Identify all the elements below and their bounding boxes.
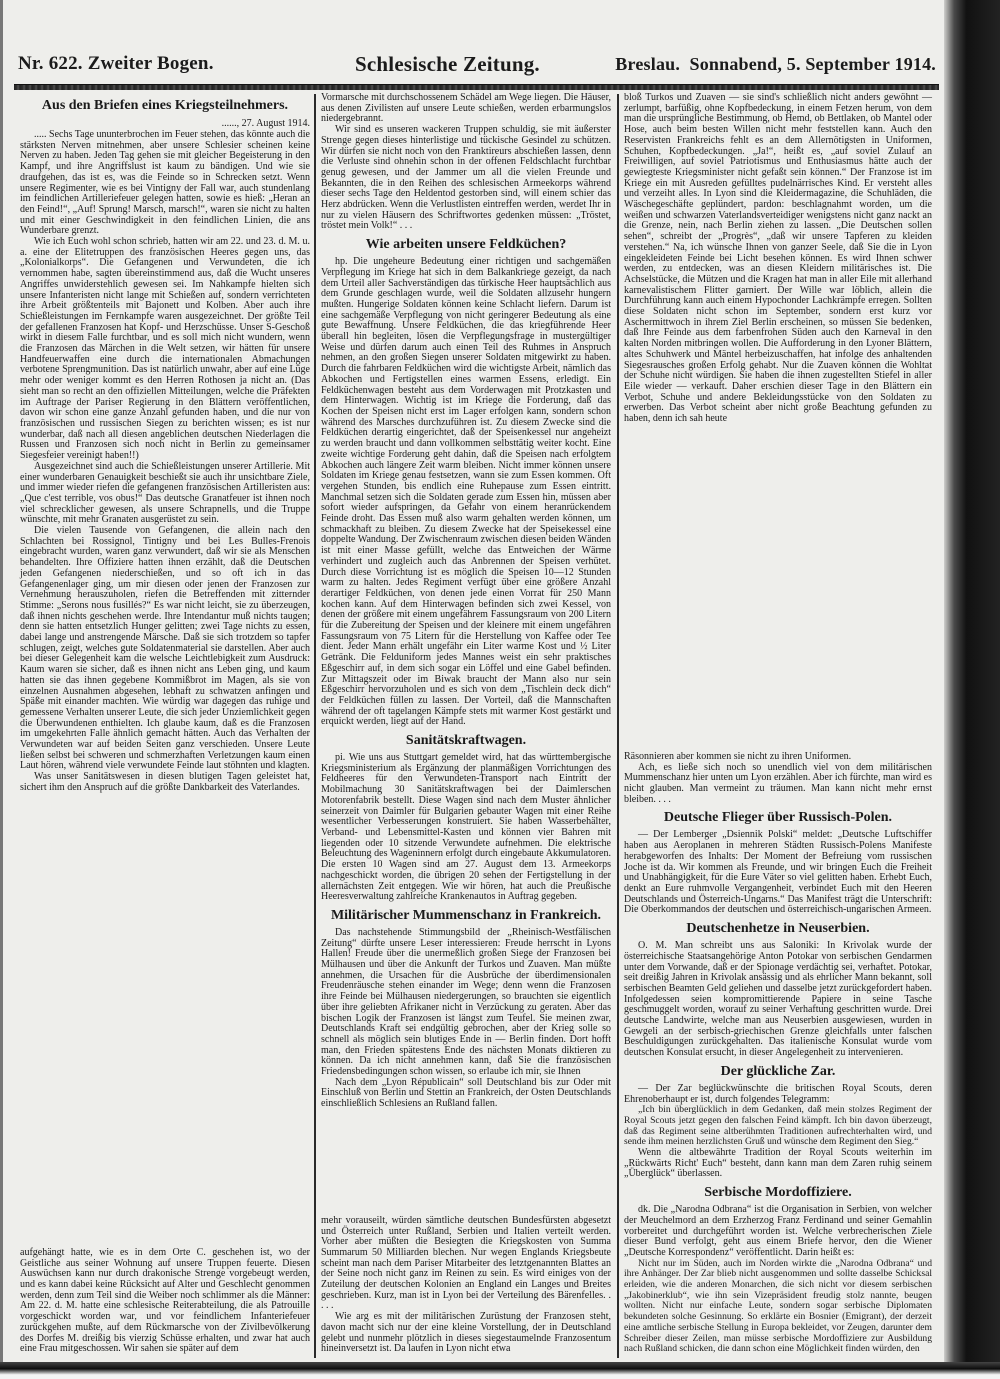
issue-number: Nr. 622. [18,53,83,74]
column-1 [20,93,310,1355]
paragraph: Was unser Sanitätswesen in diesen blutigen Tagen geleistet hat, sichert ihm den Anspruch auf die größte Dankbarkeit des Vaterlandes. [20,771,310,793]
letter-quote: Nicht nur im Süden, auch im Norden wirkte die „Narodna Odbrana“ und ihre Anhänger. Der Zar blieb nicht ausgenommen und sollte dasselbe Schicksal erleiden, wie die anderen Monarchen, die sich nicht vor diesem serbischen „Jakobinerklub“, wie ihn sein Vizepräsident freudig stolz nannte, beugen wollten. Nicht nur einfache Leute, sondern sogar serbische Diplomaten bekundeten solche Gesinnung. So erklärte ein Bosnier (Emigrant), der derzeit eine amtliche serbische Stellung in Europa bekleidet, vor Zeugen, darunter dem Schreiber dieser Zeilen, man müsse serbische Mordoffiziere zur Ausbildung nach Rußland schicken, die dann schon eine Möglichkeit finden würden, den [624,1257,932,1355]
article-heading: Deutsche Flieger über Russisch-Polen. [663,810,893,826]
column-rule [314,94,316,1358]
article-mummenschanz-continued [624,93,932,425]
paragraph: mehr vorauseilt, würden sämtliche deutschen Bundesfürsten abgesetzt und Österreich unter Rußland, Serbien und Italien verteilt werden. Vorher aber müßten die Besiegten die Kriegskosten von Summa Summarum 50 Milliarden blechen. Nur wegen Englands Kriegsbeute scheint man nach dem Pariser Mitarbeiter des letztgenannten Blattes an der Seine noch nicht ganz im Reinen zu sein. Es wird einiges von der Zuteilung der deutschen Kolonien an England ein Langes und Breites geschrieben. Kurz, man ist in Lyon bei der Verteilung des Bärenfelles. . . . . [321,1214,611,1312]
paragraph: ..... Sechs Tage ununterbrochen im Feuer stehen, das könnte auch die stärksten Nerven mitnehmen, aber unsere Schlesier scheinen keine Nerven zu haben. Jeden Tag gehen sie mit gleicher Begeisterung in den Kampf, und ihre Angriffslust ist kaum zu bändigen. Und wie sie draufgehen, das ist es, was die Feinde so in Schrecken setzt. Wenn unsere Regimenter, wie es bei Vintigny der Fall war, auch stundenlang im feindlichen Artilleriefeuer gelegen hatten, sowie es hieß: „Heran an den Feind!“, „Auf! Sprung! Marsch, marsch!“, waren sie nicht zu halten und mit einer Geschwindigkeit in den feindlichen Linien, die ans Wunderbare grenzt. [20,129,310,237]
article-heading: Wie arbeiten unsere Feldküchen? [365,237,567,253]
paragraph: Nach dem „Lyon Républicain“ soll Deutschland bis zur Oder mit Einschluß von Berlin und Stettin an Frankreich, der Osten Deutschlands einschließlich Schlesiens an Rußland fallen. [321,1076,611,1110]
paragraph: Wie arg es mit der militärischen Zurüstung der Franzosen steht, davon macht sich nur der eine kleine Vorstellung, der in Deutschland gelebt und nunmehr plötzlich in dieses siegestaumelnde Franzosentum hineinversetzt ist. Da laufen in Lyon nicht etwa [321,1311,611,1355]
sheet-label: Zweiter Bogen. [87,53,214,74]
paragraph: Die vielen Tausende von Gefangenen, die allein nach den Schlachten bei Rossignol, Tintigny und bei Les Bulles-Frenois eingebracht wurden, waren ganz verwundert, daß wir sie als Menschen behandelten. Ihre Offiziere hatten ihnen erzählt, daß die Deutschen jeden Gefangenen niederschießen, und so oft ich in das Gefangenenlager ging, um mir diesen oder jenen der Franzosen zur Vernehmung herauszuholen, riefen die Betreffenden mit zitternder Stimme: „Serons nous fusillés?“ Es war nicht leicht, sie zu überzeugen, daß ihnen nichts geschehen werde. Ihre Intendantur muß nichts taugen; denn sie hatten entsetzlich Hunger gelitten; zwei Tage nichts zu essen, dabei lange und anstrengende Märsche. Daß sie sich trotzdem so tapfer schlugen, zeigt, welches gute Soldatenmaterial sie darstellen. Aber auch bei dieser Gelegenheit kam die welsche Leichtlebigkeit zum Ausdruck: Kaum waren sie sicher, daß es ihnen nicht ans Leben ging, und kaum hatten sie das ihnen gegebene Kommißbrot im Magen, als sie von einzelnen Ausnahmen abgesehen, lebhaft zu schwatzen anfingen und Späße mit einander machten. Wie würdig war dagegen das ruhige und gemessene Verhalten unserer Leute, die sich jeder Unziemlichkeit gegen die Überwundenen enthielten. Ich glaube kaum, daß es die Franzosen im umgekehrten Falle ähnlich gemacht hätten. Auch das Verhalten der Verwundeten war auf beiden Seiten ganz verschieden. Unsere Leute ließen selbst bei schweren und schmerzhaften Verletzungen kaum einen Laut hören, während viele verwundete Feinde laut stöhnten und klagten. [20,525,310,772]
paragraph: Wie ich Euch wohl schon schrieb, hatten wir am 22. und 23. d. M. u. a. eine der Elitetruppen des französischen Heeres gegen uns, das „Kolonialkorps“. Die Gefangenen und Verwundeten, die ich vernommen habe, sagten übereinstimmend aus, daß die Wucht unseres Angriffes unwiderstehlich gewesen sei. Im Nahkampfe hielten sich unsere Infanteristen nicht lange mit Schießen auf, sondern verrichteten ihre Arbeit größtenteils mit Bajonett und Kolben. Aber auch ihre Schießleistungen im Fernkampfe waren ausgezeichnet. Der größte Teil der gefallenen Franzosen hat Kopf- und Herzschüsse. Unser S-Geschoß wirkt in diesem Falle furchtbar, und es soll mich nicht wundern, wenn die Franzosen das Märchen in die Welt setzen, wir hätten für unsere Handfeuerwaffen eine durch die internationalen Abmachungen verbotene Sprengmunition. Das ist natürlich unwahr, aber auf eine Lüge mehr oder weniger kommt es den Herren Rothosen ja nicht an. (Das sieht man so recht an den offiziellen Mitteilungen, welche die Präfekten im Auftrage der Pariser Regierung in den Blättern veröffentlichen, davon wir schon eine ganze Anzahl gefunden haben, und die nur von französischen und russischen Siegen zu berichten wissen; es ist nur wunderbar, daß nach all diesen angeblichen deutschen Niederlagen die Russen und Franzosen sich noch nicht in Berlin zu gemeinsamer Siegesfeier vereinigt haben!!) [20,236,310,462]
article-heading: Der glückliche Zar. [720,1063,836,1079]
article-heading: Deutschenhetze in Neuserbien. [686,921,870,937]
paragraph: Vormarsche mit durchschossenem Schädel am Wege liegen. Die Häuser, aus denen Zivilisten auf unsere Leute schießen, werden erbarmungslos niedergebrannt. [321,92,611,125]
paragraph: Ausgezeichnet sind auch die Schießleistungen unserer Artillerie. Mit einer wunderbaren Genauigkeit beschießt sie auch ihr unsichtbare Ziele, und immer wieder riefen die gefangenen französischen Artilleristen aus: „Que c'est terrible, vos obus!“ Das deutsche Granatfeuer ist ihnen noch viel schrecklicher gewesen, als unsere Schrapnells, und die Truppe wünschte, mit mehr Granaten ausgerüstet zu sein. [20,460,310,526]
paragraph: bloß Turkos und Zuaven — sie sind's schließlich nicht anders gewöhnt — zerlumpt, barfüßig, ohne Kopfbedeckung, in einem Fetzen herum, von dem man die ursprüngliche Bestimmung, ob Hemd, ob Bettlaken, ob Mantel oder Hose, auch beim besten Willen nicht mehr feststellen kann. Auch den Reservisten Frankreichs fehlt es an dem Allernötigsten in Uniformen, Schuhen, Kopfbedeckungen. „Ja!“, heißt es, „auf soviel Zulauf an Freiwilligen, auf soviel Patriotismus und Enthusiasmus hätte auch der gewiegteste Kriegsminister nicht gefaßt sein können.“ Der Franzose ist im Kriege ein mit Ausreden gefülltes pudelnärrisches Kind. Er versteht alles und verzeiht alles. In Lyon sind die Kleidermagazine, die Schuhläden, die Wäschegeschäfte geplündert, pardon: beschlagnahmt worden, um die weißen und schwarzen Vaterlandsverteidiger wenigstens nicht ganz nackt an die Grenze, nein, nach Berlin ziehen zu lassen. „Die Deutschen sollen sehen“, schreibt der „Progrès“, „daß wir unsere Tapferen zu kleiden verstehen.“ Na, ich wünsche Ihnen von ganzer Seele, daß Sie die in Lyon eingekleideten Feinde bei Licht besehen können. Es wird Ihnen schwer werden, zu entdecken, was an diesen Kleidern militärisches ist. Die Achselstücke, die Mützen und die Kragen hat man in aller Eile mit allerhand karnevalistischem Flitter garniert. Der Wille war löblich, allein die Durchführung kann auch einem Hypochonder Lachkrämpfe erregen. Sollten diese Soldaten nicht schon im September, sondern erst kurz vor Aschermittwoch in ihrem Ziel Berlin erscheinen, so müssen Sie bedenken, daß Ihre Feinde aus dem farbenfrohen Süden auch den Karneval in den kalten Norden mitbringen wollen. Die Aufforderung in den Lyoner Blättern, altes Schuhwerk und Mäntel herbeizuschaffen, hat infolge des anhaltenden Siegesrausches großen Erfolg gehabt. Nur die Zuaven können die Wohltat der Schuhe nicht würdigen. Sie haben die ihnen zugestellten Stiefel in aller Eile wieder — verkauft. Daher erschien dieser Tage in den Blättern ein Verbot, Schuhe und andere Bekleidungsstücke von den Soldaten zu erwerben. Das Verbot scheint aber nicht große Beachtung gefunden zu haben, denn ich sah heute [624,92,932,425]
issue-date: Sonnabend, 5. September 1914. [689,54,936,74]
article-group [624,752,932,1355]
paragraph: dk. Die „Narodna Odbrana“ ist die Organisation in Serbien, von welcher der Meuchelmord an dem Erzherzog Franz Ferdinand und seiner Gemahlin vorbereitet und durchgeführt worden ist. Welche verbrecherischen Ziele dieser Bund verfolgt, geht aus einem Briefe hervor, den die Wiener „Deutsche Korrespondenz“ veröffentlicht. Darin heißt es: [624,1204,932,1258]
article-heading: Serbische Mordoffiziere. [704,1185,852,1201]
paragraph: pi. Wie uns aus Stuttgart gemeldet wird, hat das württembergische Kriegsministerium als Ergänzung der planmäßigen Vorrichtungen des Feldheeres für den Verwundeten-Transport nach Eintritt der Mobilmachung 30 Sanitätskraftwagen bei der Daimlerschen Motorenfabrik bestellt. Diese Wagen sind nach dem Muster ähnlicher seinerzeit von Daimler für Bulgarien gebauter Wagen mit einer Reihe wesentlicher Verbesserungen konstruiert. Sie haben Wasserbehälter, Verband- und Lebensmittel-Kasten und können vier Bahren mit liegenden oder 10 sitzende Verwundete aufnehmen. Die elektrische Beleuchtung des Wageninnern erfolgt durch eingebaute Akkumulatoren. Die ersten 10 Wagen sind am 27. August dem 13. Armeekorps nachgeschickt worden, die übrigen 20 sehen der Fertigstellung in der allernächsten Zeit entgegen. Wie wir hören, hat auch die Preußische Heeresverwaltung zahlreiche Krankenautos in Auftrag gegeben. [321,752,611,903]
article-heading: Sanitätskraftwagen. [405,733,527,749]
paragraph: hp. Die ungeheure Bedeutung einer richtigen und sachgemäßen Verpflegung im Kriege hat sich in dem Balkankriege gezeigt, da nach dem Urteil aller Sachverständigen das türkische Heer hauptsächlich aus dem Grunde geschlagen wurde, weil die Soldaten allzusehr hungern mußten. Hungerige Soldaten können keine Schlacht liefern. Darum ist eine sachgemäße Verpflegung von nicht geringerer Bedeutung als eine gute Bewaffnung. Unsere Feldküchen, die das kriegführende Heer überall hin begleiten, lösen die Verpflegungsfrage in mustergültiger Weise und dürfen darum auch einen Teil des Ruhmes in Anspruch nehmen, an den großen Siegen unserer Soldaten mitgewirkt zu haben. Durch die fahrbaren Feldküchen wird die wichtigste Arbeit, nämlich das Abkochen und Fertigstellen eines warmen Essens, erledigt. Ein Feldküchenwagen besteht aus dem Vorderwagen mit Protzkasten und dem Hinterwagen. Wichtig ist im Kriege die Forderung, daß das Kochen der Speisen nicht erst im Lager erfolgen kann, sondern schon während des Marsches durchzuführen ist. Zu diesem Zwecke sind die Feldküchen derartig eingerichtet, daß der Speisenkessel nur angeheizt zu werden braucht und dann vollkommen selbsttätig weiter kocht. Eine zweite wichtige Forderung geht dahin, daß die Speisen nach erfolgtem Abkochen auch längere Zeit warm bleiben. Nicht immer können unsere Soldaten im Kriege genau festsetzen, wann sie zum Essen kommen. Oft vergehen Stunden, bis endlich eine Ruhepause zum Essen eintritt. Manchmal setzen sich die Soldaten gerade zum Essen hin, müssen aber sofort wieder aufspringen, da Gefahr von einem heranrückendem Feinde droht. Das Essen muß also warm gehalten werden können, um schmackhaft zu bleiben. Zu diesem Zwecke hat der Speisekessel eine doppelte Wandung. Der Zwischenraum zwischen diesen beiden Wänden ist mit einer Masse gefüllt, welche das Entweichen der Wärme verhindert und zugleich auch das Anbrennen der Speisen verhütet. Durch diese Vorrichtung ist es möglich die Speisen 10—12 Stunden warm zu halten. Jedes Regiment verfügt über eine größere Anzahl derartiger Feldküchen, von denen jede einen Vorrat für 250 Mann kochen kann. Auf dem Hinterwagen befinden sich zwei Kessel, von denen der größere mit einem ungefährem Fassungsraum von 200 Litern für die Zubereitung der Speisen und der kleinere mit einem ungefähren Fassungsraum von 75 Litern für die Herstellung von Kaffee oder Tee dient. Jeder Mann erhält ungefähr ein Liter warme Kost und ½ Liter Getränk. Die Felduniform jedes Mannes weist ein sehr praktisches Eßgeschirr auf, in dem sich sogar ein Löffel und eine Gabel befinden. Zur Mittagszeit oder im Biwak braucht der Mann also nur sein Eßgeschirr hervorzuholen und es sich von dem „Tischlein deck dich“ der Feldküchen füllen zu lassen. Der Vorteil, daß die Mannschaften während der oft tagelangen Kämpfe stets mit warmer Kost gestärkt und erquickt werden, liegt auf der Hand. [321,256,611,728]
article-heading: Militärischer Mummenschanz in Frankreich. [330,907,602,923]
issue-number-section [18,52,214,76]
paragraph: Wir sind es unseren wackeren Truppen schuldig, sie mit äußerster Strenge gegen dieses hinterlistige und tückische Gesindel zu schützen. Wir dürfen sie nicht noch von den Franktireurs abschießen lassen, denn die Verluste sind ohnehin schon in der offenen Feldschlacht furchtbar genug gewesen, und der Jammer um all die vielen Freunde und Bekannten, die in den Reihen des schlesischen Armeekorps während dieser sechs Tage den Heldentod gestorben sind, will einem schier das Herz abdrücken. Wenn die Verlustlisten eintreffen werden, werdet Ihr in nur zu vielen Häusern des Schriftwortes gedenken müssen: „Tröstet, tröstet mein Volk!“ . . . [321,124,611,232]
paragraph: Räsonnieren aber kommen sie nicht zu ihren Uniformen. [624,750,852,762]
dateline-header [615,52,936,76]
paragraph: O. M. Man schreibt uns aus Saloniki: In Krivolak wurde der österreichische Staatsangehörige Anton Potokar von serbischen Gendarmen unter dem Vorwande, daß er der Spionage verdächtig sei, verhaftet. Potokar, seit dreißig Jahren in Krivolak ansässig und als ehrlicher Mann bekannt, soll serbischen Beamten Geld geliehen und dasselbe jetzt zurückgefordert haben. Infolgedessen seien kompromittierende Papiere in seine Tasche geschmuggelt worden, worauf zu seiner Verhaftung geschritten wurde. Drei deutsche Landwirte, welche man aus Neuserbien ausgewiesen, wurden in Gewgeli an der serbisch-griechischen Grenze gleichfalls unter falschen Beschuldigungen zurückgehalten. Das italienische Konsulat wurde vom deutschen Konsulat ersucht, in dieser Angelegenheit zu intervenieren. [624,940,932,1059]
article-heading: Aus den Briefen eines Kriegsteilnehmers. [41,98,289,113]
paragraph: Wenn die altbewährte Tradition der Royal Scouts weiterhin im „Rückwärts Richt' Euch“ besteht, dann kann man dem Zaren ruhig seinem „Überglück“ überlassen. [624,1147,932,1180]
telegram-quote: „Ich bin überglücklich in dem Gedanken, daß mein stolzes Regiment der Royal Scouts jetzt gegen den falschen Feind kämpft. Ich bin davon überzeugt, daß das Regiment seine altberühmten Traditionen aufrechterhalten wird, und sende ihm meinen herzlichsten Gruß und wünsche dem Regiment den Sieg.“ [624,1104,932,1148]
article-feldkuechen [321,93,611,1110]
article-dateline: ......, 27. August 1914. [221,118,310,129]
article-continuation [20,1248,310,1355]
column-rule [617,94,619,1358]
scan-edge-bottom [0,1362,1000,1379]
paragraph: Das nachstehende Stimmungsbild der „Rheinisch-Westfälischen Zeitung“ dürfte unsere Leser interessieren: Freude herrscht in Lyons Hallen! Freude über die unermeßlich großen Siege der Franzosen bei Mülhausen und über die Ankunft der Turkos und Zuaven. Man müßte annehmen, die Ursachen für die Ausbrüche der überdimensionalen Freudenräusche stehen einander im Wege; denn wenn die Franzosen ihre Feinde bei Mülhausen niedergerungen, so brauchten sie eigentlich über ihre geliebten Afrikaner nicht in Verzückung zu geraten. Aber das bischen Logik der Franzosen ist längst zum Teufel. Sie meinen zwar, Deutschlands Kraft sei endgültig gebrochen, aber der Krieg solle so schnell als möglich sein blutiges Ende in — Berlin finden. Dort hofft man, den Frieden spätestens Ende des nächsten Monats diktieren zu können. Da ich nicht annehmen kann, daß Sie die französischen Friedensbedingungen schon wissen, so erlaube ich mir, sie Ihnen [321,926,611,1078]
paragraph: — Der Zar beglückwünschte die britischen Royal Scouts, deren Ehrenoberhaupt er ist, durch folgendes Telegramm: [624,1082,932,1105]
article-continuation [321,1216,611,1355]
header-rule [14,84,939,90]
scan-edge-left [0,0,3,1379]
paragraph: aufgehängt hatte, wie es in dem Orte C. geschehen ist, wo der Geistliche aus seiner Wohnung auf unsere Truppen feuerte. Diesen Auswüchsen kann nur durch drakonische Strenge vorgebeugt werden, und es kann dabei keine Rücksicht auf Alter und Geschlecht genommen werden, denn zum Teil sind die Weiber noch schlimmer als die Männer: Am 22. d. M. hatte eine schlesische Reiterabteilung, die als Patrouille vorgeschickt worden war, und vor feindlichem Infanteriefeuer zurückgehen mußte, auf dem Rückmarsche von der Zivilbevölkerung des Dorfes M. dreißig bis vierzig Schüsse erhalten, und zwar hat auch eine Frau mitgeschossen. Wir sahen sie später auf dem [20,1246,310,1355]
paragraph: Ach, es ließe sich noch so unendlich viel von dem militärischen Mummenschanz hier unten um Lyon erzählen. Aber ich fürchte, man wird es nicht glauben. Man vermeint zu träumen. Man kann nicht mehr ernst bleiben. . . . [624,761,932,805]
paragraph: — Der Lemberger „Dsiennik Polski“ meldet: „Deutsche Luftschiffer haben aus Aeroplanen in mehreren Städten Russisch-Polens Manifeste herabgeworfen des Inhalts: Der Moment der Befreiung vom russischen Joche ist da. Wir kommen als Freunde, und wir bringen Euch die Freiheit und Unabhängigkeit, für die Eure Väter so viel gelitten haben. Erhebt Euch, denkt an Eure ruhmvolle Vergangenheit, verbindet Euch mit den Heeren Deutschlands und Österreich-Ungarns.“ Das Manifest trägt die Unterschrift: Die Oberkommandos der deutschen und österreichisch-ungarischen Armeen. [624,829,932,916]
masthead-title: Schlesische Zeitung. [355,52,540,76]
article-briefe-kriegsteilnehmer [20,93,310,794]
column-3 [624,93,932,1355]
scan-edge-right [944,0,1000,1379]
column-2 [321,93,611,1355]
city: Breslau. [615,54,681,74]
